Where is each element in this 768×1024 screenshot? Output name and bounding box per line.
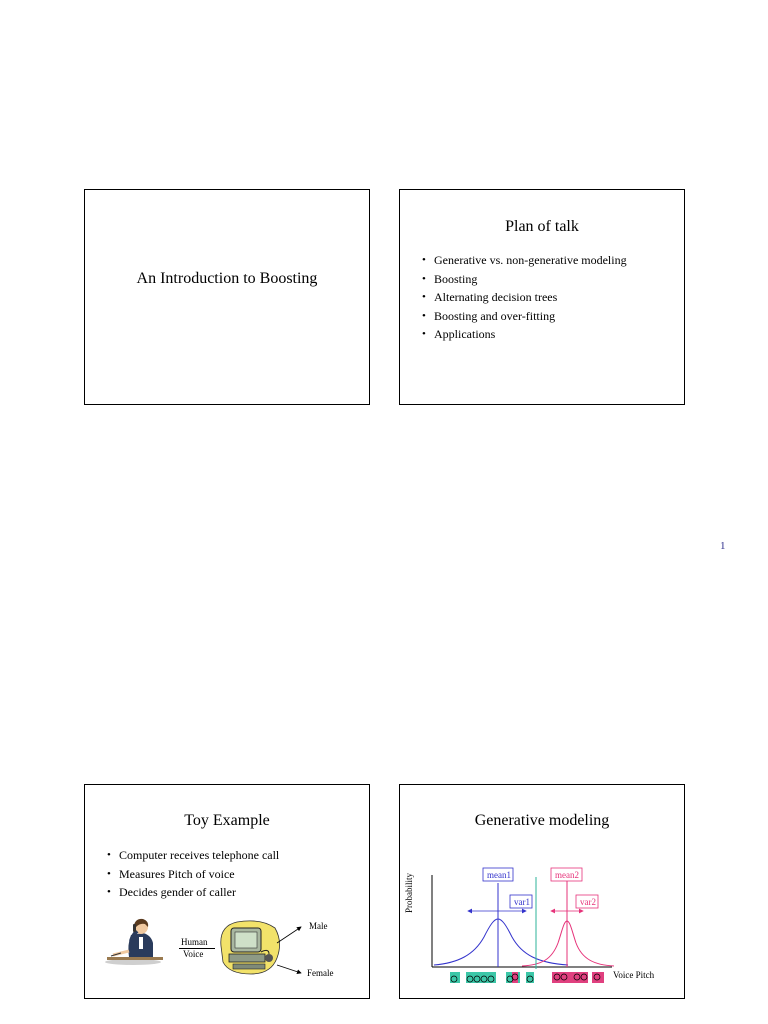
x-axis-label: Voice Pitch bbox=[613, 970, 655, 980]
slide-1-title: An Introduction to Boosting bbox=[136, 270, 318, 287]
y-axis-label: Probability bbox=[404, 873, 414, 913]
female-markers bbox=[512, 972, 604, 983]
slide-4 bbox=[399, 784, 685, 999]
female-label: Female bbox=[307, 968, 334, 978]
person-on-phone-icon bbox=[103, 915, 171, 967]
human-label: Human bbox=[181, 937, 208, 947]
slide-2-title: Plan of talk bbox=[505, 218, 579, 235]
var2-label: var2 bbox=[580, 897, 596, 907]
male-label: Male bbox=[309, 921, 328, 931]
list-item: • Generative vs. non-generative modeling bbox=[422, 251, 627, 270]
mean1-label: mean1 bbox=[487, 870, 511, 880]
var1-label: var1 bbox=[514, 897, 530, 907]
computer-icon bbox=[217, 918, 283, 976]
page-number: 1 bbox=[720, 540, 726, 552]
list-item: • Applications bbox=[422, 325, 627, 344]
slide-2 bbox=[399, 189, 685, 405]
list-item: • Decides gender of caller bbox=[107, 883, 279, 902]
slide-4-title: Generative modeling bbox=[474, 812, 610, 829]
slide-3-title: Toy Example bbox=[184, 812, 270, 829]
male-markers bbox=[450, 972, 534, 983]
voice-label: Voice bbox=[183, 949, 204, 959]
list-item: • Boosting and over-fitting bbox=[422, 307, 627, 326]
slide-2-bullet-list bbox=[422, 251, 627, 344]
list-item: • Boosting bbox=[422, 270, 627, 289]
list-item: • Computer receives telephone call bbox=[107, 846, 279, 865]
mean2-label: mean2 bbox=[555, 870, 579, 880]
gender-arrows bbox=[275, 921, 311, 979]
list-item: • Measures Pitch of voice bbox=[107, 865, 279, 884]
slide-3 bbox=[84, 784, 370, 999]
list-item: • Alternating decision trees bbox=[422, 288, 627, 307]
slide-1 bbox=[84, 189, 370, 405]
slide-3-bullet-list bbox=[107, 846, 279, 902]
